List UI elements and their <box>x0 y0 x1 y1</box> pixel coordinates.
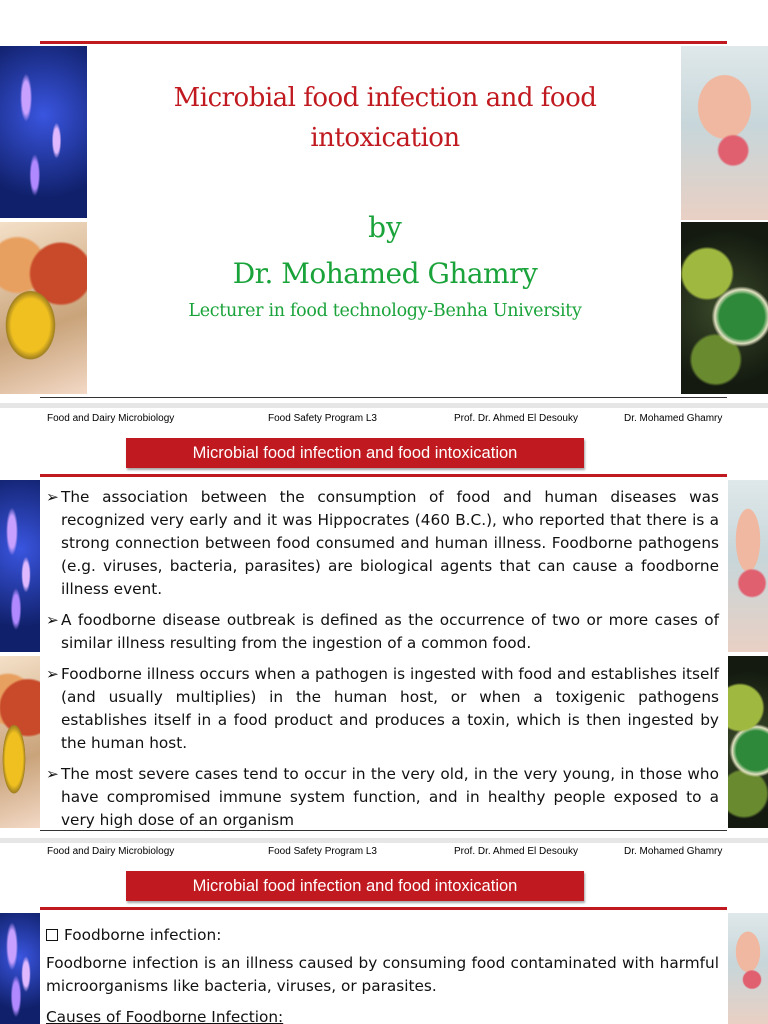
arrow-bullet-icon: ➢ <box>46 765 59 783</box>
microbes-image <box>681 222 768 394</box>
microbes-image <box>728 656 768 828</box>
footer-dr: Dr. Mohamed Ghamry <box>624 413 723 424</box>
bacteria-image <box>0 46 87 218</box>
paragraph: Foodborne infection is an illness caused by consuming food contaminated with harmful microorganisms like bacteria, viruses, or parasites. <box>46 954 719 995</box>
bottom-rule <box>40 830 727 831</box>
list-item: ➢ The association between the consumption of food and human diseases was recognized very early and it was Hippocrates (460 B.C.), who reported that there is a strong connection between food consumed and human illness. Foodborne pathogens (e.g. viruses, bacteria, parasites) are biological agents that can cause a foodborne illness event. <box>46 488 719 598</box>
food-plate-image <box>0 656 40 828</box>
footer-course: Food and Dairy Microbiology <box>47 413 175 424</box>
footer-dr: Dr. Mohamed Ghamry <box>624 846 723 857</box>
list-item: ➢ A foodborne disease outbreak is defined as the occurrence of two or more cases of similar illness resulting from the ingestion of a common food. <box>46 611 719 652</box>
bottom-rule <box>40 397 727 398</box>
title-line-2: intoxication <box>310 123 460 153</box>
slide-banner: Microbial food infection and food intoxication <box>126 871 584 901</box>
footer-course: Food and Dairy Microbiology <box>47 846 175 857</box>
slide-separator <box>0 838 768 843</box>
slide-separator <box>0 403 768 408</box>
arrow-bullet-icon: ➢ <box>46 665 59 683</box>
bullet-list <box>46 486 719 840</box>
footer-prof: Prof. Dr. Ahmed El Desouky <box>454 413 578 424</box>
section-subheading: Causes of Foodborne Infection: <box>46 1008 284 1024</box>
slide-footer <box>0 413 768 429</box>
footer-prof: Prof. Dr. Ahmed El Desouky <box>454 846 578 857</box>
top-rule <box>40 41 727 44</box>
meat-image <box>728 913 768 1024</box>
slide-banner: Microbial food infection and food intoxication <box>126 438 584 468</box>
slide-body <box>46 924 719 1024</box>
checkbox-square-icon <box>46 929 58 941</box>
arrow-bullet-icon: ➢ <box>46 488 59 506</box>
author-name: Dr. Mohamed Ghamry <box>232 257 538 290</box>
content-slide-3 <box>0 865 768 1024</box>
meat-image <box>681 46 768 220</box>
top-rule <box>40 474 727 477</box>
footer-program: Food Safety Program L3 <box>268 413 377 424</box>
title-slide <box>0 0 768 405</box>
top-rule <box>40 907 727 910</box>
section-heading: Foodborne infection: <box>46 924 719 947</box>
title-line-1: Microbial food infection and food <box>173 83 597 113</box>
footer-program: Food Safety Program L3 <box>268 846 377 857</box>
author-position: Lecturer in food technology-Benha University <box>188 301 582 321</box>
content-slide-2 <box>0 432 768 840</box>
slide-footer <box>0 846 768 862</box>
by-label: by <box>368 211 402 244</box>
list-item: ➢ The most severe cases tend to occur in the very old, in the very young, in those who have compromised immune system function, and in healthy people exposed to a very high dose of an organism <box>46 765 719 829</box>
bacteria-image <box>0 480 40 652</box>
food-plate-image <box>0 222 87 394</box>
list-item: ➢ Foodborne illness occurs when a pathogen is ingested with food and establishes itself (and usually multiplies) in the human host, or when a toxigenic pathogens establishes itself in a food product and produces a toxin, which is then ingested by the human host. <box>46 665 719 752</box>
bacteria-image <box>0 913 40 1024</box>
meat-image <box>728 480 768 652</box>
arrow-bullet-icon: ➢ <box>46 611 59 629</box>
